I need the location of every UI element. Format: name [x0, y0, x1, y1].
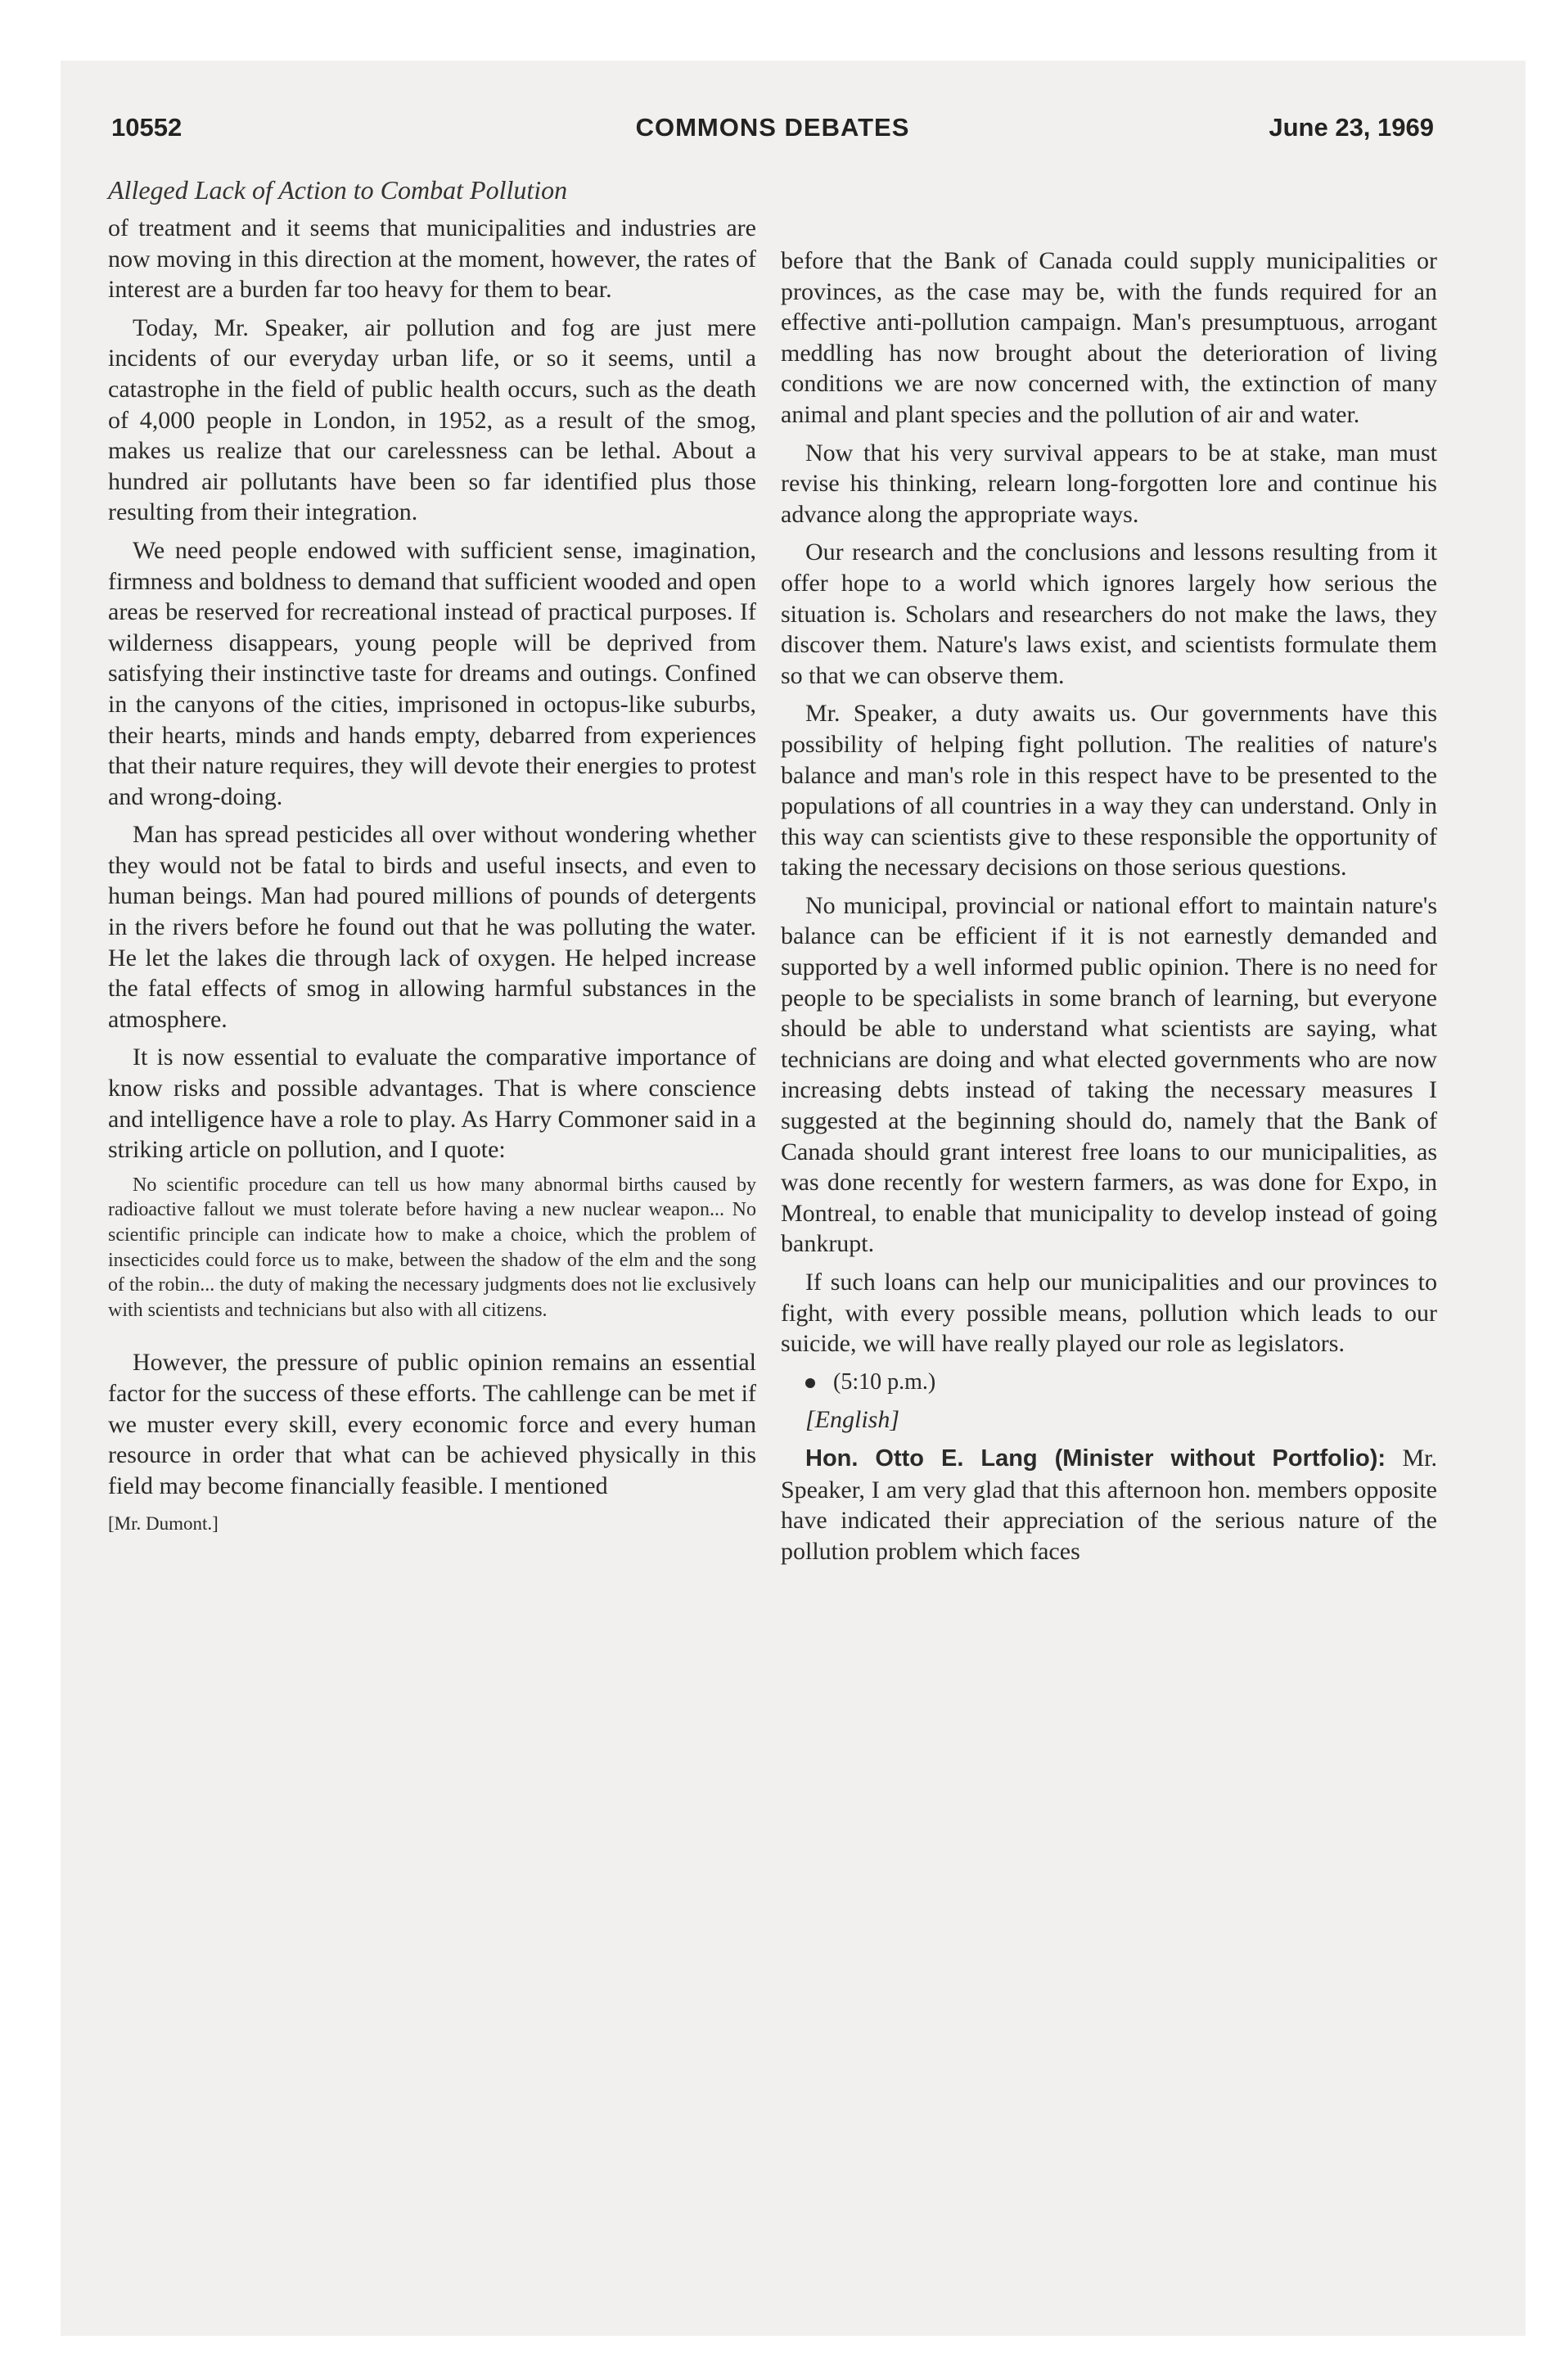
paragraph: Man has spread pesticides all over without wondering whether they would not be fatal to birds and useful insects, and even to human beings. Man had poured millions of pounds of detergents in the rivers before he found out that he was polluting the water. He let the lakes die through lack of oxygen. He helped increase the fatal effects of smog in allowing harmful substances in the atmosphere. — [108, 821, 756, 1033]
paragraph: Today, Mr. Speaker, air pollution and fog are just mere incidents of our everyday urban life, or so it seems, until a catastrophe in the field of public health occurs, such as the death of 4,000 people in London, in 1952, as a result of the smog, makes us realize that our carelessness can be lethal. About a hundred air pollutants have been so far identified plus those resulting from their integration. — [108, 313, 756, 526]
speaker-name: Hon. Otto E. Lang (Minister without Portfolio): — [805, 1445, 1386, 1472]
paragraph: No municipal, provincial or national effort to maintain nature's balance can be efficient if it is not earnestly demanded and supported by a well informed public opinion. There is no need for people to be specialists in some branch of learning, but everyone should be able to understand what scientists are saying, what technicians are doing and what elected governments who are now increasing debts instead of taking the necessary measures I suggested at the beginning should do, namely that the Bank of Canada should grant interest free loans to our municipalities, as was done recently for western farmers, as was done for Expo, in Montreal, to enable that municipality to develop instead of going bankrupt. — [781, 891, 1437, 1258]
speech-paragraph — [781, 1443, 1437, 1566]
right-column — [781, 246, 1437, 1574]
paragraph-continued: of treatment and it seems that municipalities and industries are now moving in this direction at the moment, however, the rates of interest are a burden far too heavy for them to bear. — [108, 214, 756, 304]
speech-text: Mr. Speaker, I am very glad that this afternoon hon. members opposite have indicated their appreciation of the serious nature of the pollution problem which faces — [781, 1444, 1437, 1565]
paragraph: Our research and the conclusions and lessons resulting from it offer hope to a world which ignores largely how serious the situation is. Scholars and researchers do not make the laws, they discover them. Nature's laws exist, and scientists formulate them so that we can observe them. — [781, 539, 1437, 689]
quote-text: No scientific procedure can tell us how many abnormal births caused by radioactive fallout we must tolerate before having a new nuclear weapon... No scientific principle can indicate how to make a choice, which the problem of insecticides could force us to make, between the shadow of the elm and the song of the robin... the duty of making the necessary judgments does not lie exclusively with scientists and technicians but also with all citizens. — [108, 1174, 756, 1321]
language-tag: [English] — [805, 1406, 900, 1434]
paragraph: We need people endowed with sufficient sense, imagination, firmness and boldness to demand that sufficient wooded and open areas be reserved for recreational instead of practical purposes. If wilderness disappears, young people will be deprived from satisfying their instinctive taste for dreams and outings. Confined in the canyons of the cities, imprisoned in octopus-like suburbs, their hearts, minds and hands empty, debarred from experiences that their nature requires, they will devote their energies to protest and wrong-doing. — [108, 536, 756, 810]
paragraph: It is now essential to evaluate the comparative importance of know risks and possible advantages. That is where conscience and intelligence have a role to play. As Harry Commoner said in a striking article on pollution, and I quote: — [108, 1044, 756, 1164]
page-header — [111, 113, 1434, 154]
timestamp — [781, 1367, 1437, 1398]
section-title: Alleged Lack of Action to Combat Pollution — [108, 175, 568, 205]
bullet-dot-icon — [805, 1378, 815, 1388]
timestamp-text: (5:10 p.m.) — [833, 1368, 936, 1395]
paragraph-continued: before that the Bank of Canada could supply municipalities or provinces, as the case may be, with the funds required for an effective anti-pollution campaign. Man's presumptuous, arrogant meddling has now brought about the deterioration of living conditions we are now concerned with, the extinction of many animal and plant species and the pollution of air and water. — [781, 247, 1437, 428]
paragraph: Mr. Speaker, a duty awaits us. Our governments have this possibility of helping fight pollution. The realities of nature's balance and man's role in this respect have to be presented to the populations of all countries in a way they can understand. Only in this way can scientists give to these responsible the opportunity of taking the necessary decisions on those serious questions. — [781, 700, 1437, 881]
paragraph: Now that his very survival appears to be at stake, man must revise his thinking, relearn long-forgotten lore and continue his advance along the appropriate ways. — [781, 439, 1437, 528]
block-quote — [108, 1173, 756, 1323]
paragraph: However, the pressure of public opinion remains an essential factor for the success of these efforts. The cahllenge can be met if we muster every skill, every economic force and every human resource in order that what can be achieved physically in this field may become financially feasible. I mentioned — [108, 1349, 756, 1499]
left-column — [108, 174, 756, 1547]
publication-date: June 23, 1969 — [1269, 113, 1434, 142]
paragraph: If such loans can help our municipalities and our provinces to fight, with every possible means, pollution which leads to our suicide, we will have really played our role as legislators. — [781, 1269, 1437, 1358]
speaker-tag: [Mr. Dumont.] — [108, 1513, 219, 1535]
page-number: 10552 — [111, 113, 183, 142]
publication-title: COMMONS DEBATES — [635, 113, 910, 142]
